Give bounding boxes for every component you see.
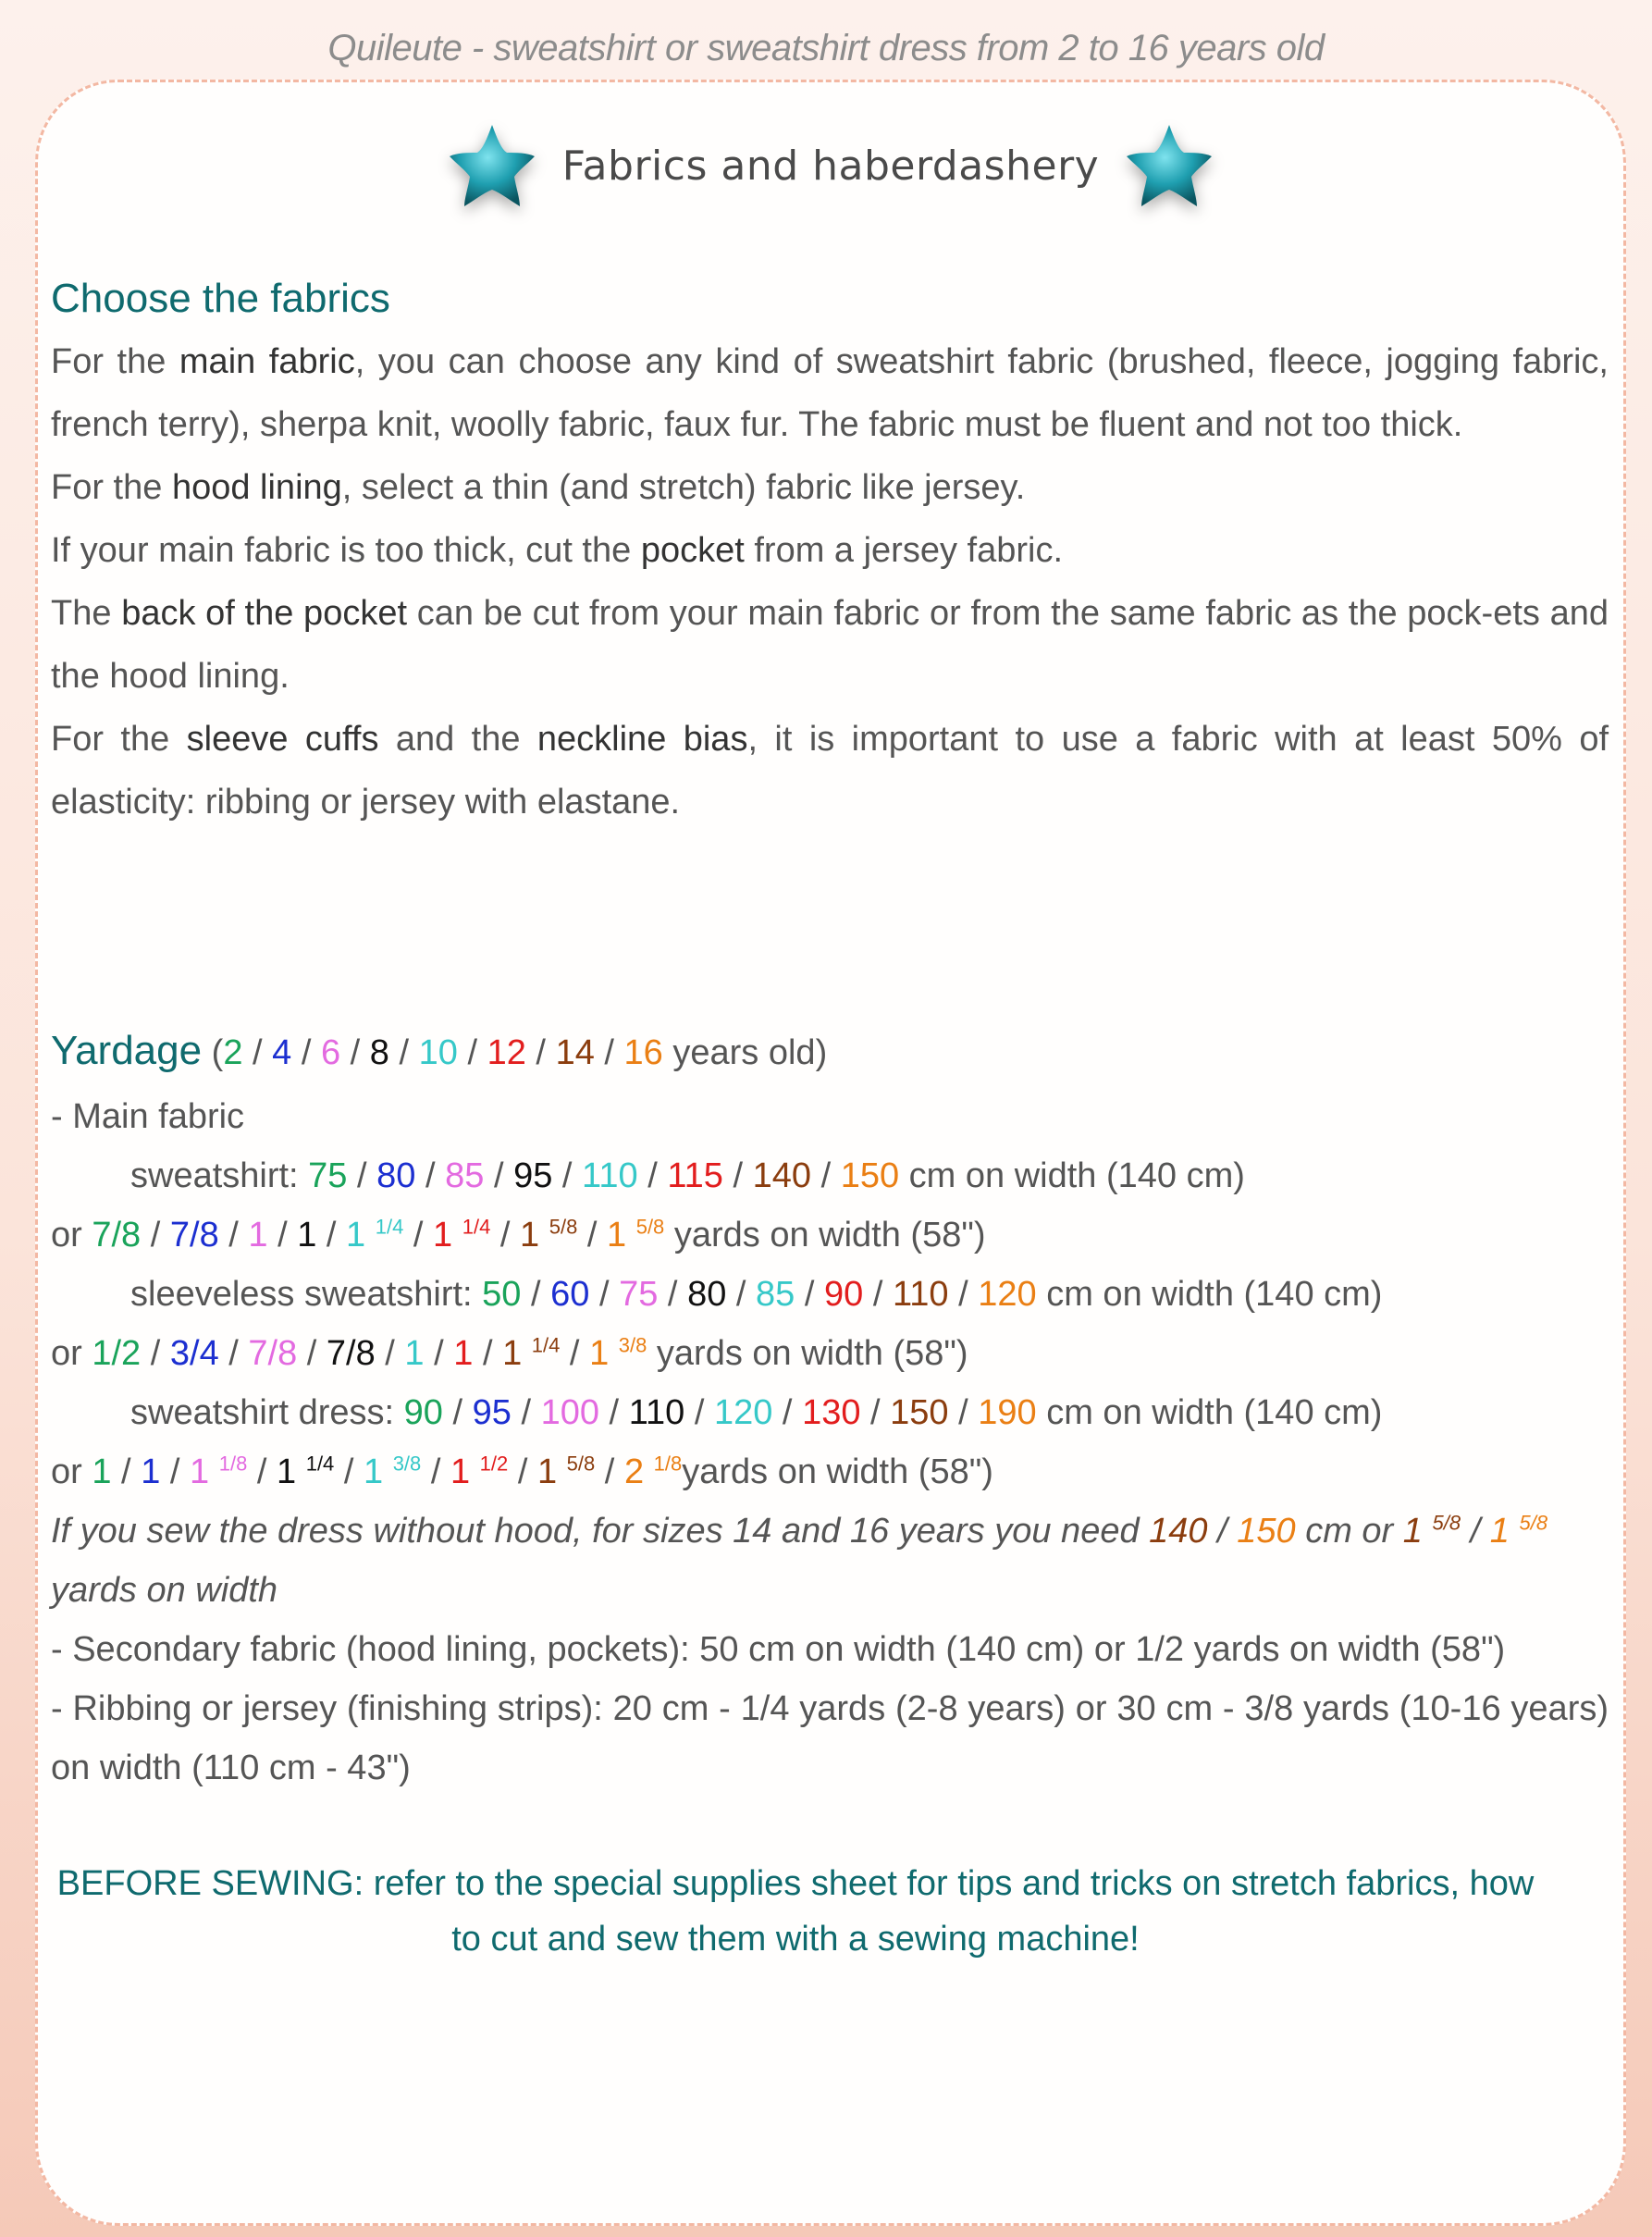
size-value: 95 [513,1156,553,1195]
size-value: 60 [550,1275,590,1314]
paragraph-main-fabric: For the main fabric, you can choose any kind of sweatshirt fabric (brushed, fleece, jogging fabric, french terry), sherpa knit, woolly fabric, faux fur. The fabric must be fluent and not too thick. [51,342,1609,444]
size-value: 4 [272,1033,292,1072]
size-value: 120 [713,1393,773,1432]
size-value: 1 $^{5/8}$ [536,1452,596,1491]
size-value: 1 $^{3/8}$ [589,1333,647,1373]
size-value: 95 [472,1393,512,1432]
dress-cm-row: sweatshirt dress: 90 / 95 / 100 / 110 / 120 / 130 / 150 / 190 cm on width (140 cm) [130,1393,1383,1432]
yardage-section [51,1017,1609,1798]
size-value: 7/8 [169,1216,219,1254]
size-value: 90 [824,1275,864,1314]
size-value: 1 $^{1/2}$ [450,1452,509,1491]
yardage-heading: Yardage [51,1028,203,1073]
size-value: 110 [628,1393,685,1432]
section-title: Fabrics and haberdashery [561,142,1100,190]
choose-heading: Choose the fabrics [51,276,390,321]
size-value: 150 [840,1156,900,1195]
paragraph-pocket: If your main fabric is too thick, cut the pocket from a jersey fabric. [51,531,1064,570]
size-value: 1 [248,1216,268,1254]
size-value: 100 [540,1393,599,1432]
size-value: 85 [756,1275,795,1314]
size-value: 1 $^{1/8}$ [190,1452,248,1491]
size-value: 3/4 [169,1334,219,1373]
size-value: 7/8 [248,1334,298,1373]
title-row [38,119,1623,212]
size-value: 1 [92,1452,112,1491]
size-value: 1 [141,1452,161,1491]
dress-yd-row: or 1 / 1 / 1 $^{1/8}$ / 1 $^{1/4}$ / 1 $^{3/8}$ / 1 $^{1/2}$ / 1 $^{5/8}$ / 2 $^{1/8}$yards on width (58") [51,1452,993,1491]
sweatshirt-yd-row: or 7/8 / 7/8 / 1 / 1 / 1 $^{1/4}$ / 1 $^{1/4}$ / 1 $^{5/8}$ / 1 $^{5/8}$ yards on width (58") [51,1215,986,1254]
size-value: 90 [403,1393,443,1432]
size-value: 80 [687,1275,727,1314]
sweatshirt-cm-row: sweatshirt: 75 / 80 / 85 / 95 / 110 / 115 / 140 / 150 cm on width (140 cm) [130,1156,1245,1195]
sleeveless-cm-row: sleeveless sweatshirt: 50 / 60 / 75 / 80 / 85 / 90 / 110 / 120 cm on width (140 cm) [130,1275,1383,1314]
size-value: 1 $^{1/4}$ [277,1452,335,1491]
size-value: 7/8 [92,1216,142,1254]
size-value: 1 $^{3/8}$ [363,1452,422,1491]
page-header: Quileute - sweatshirt or sweatshirt dress from 2 to 16 years old [327,28,1325,68]
size-value: 1 $^{5/8}$ [607,1215,665,1254]
size-value: 140 [752,1156,812,1195]
secondary-fabric-line: - Secondary fabric (hood lining, pockets): 50 cm on width (140 cm) or 1/2 yards on width (58") [51,1630,1506,1669]
ribbing-line: - Ribbing or jersey (finishing strips): 20 cm - 1/4 yards (2-8 years) or 30 cm - 3/8 yards (10-16 years) on width (110 cm - 43") [51,1689,1609,1787]
size-value: 150 [890,1393,949,1432]
size-value: 1 [297,1216,317,1254]
size-value: 14 [555,1033,595,1072]
size-value: 130 [802,1393,861,1432]
size-value: 80 [376,1156,416,1195]
size-value: 1 $^{1/4}$ [346,1215,404,1254]
size-value: 75 [308,1156,348,1195]
paragraph-back-pocket: The back of the pocket can be cut from your main fabric or from the same fabric as the pock-ets and the hood lining. [51,594,1609,696]
size-value: 85 [445,1156,485,1195]
size-value: 1 $^{1/4}$ [433,1215,491,1254]
paragraph-cuffs: For the sleeve cuffs and the neckline bias, it is important to use a fabric with at least 50% of elasticity: ribbing or jersey with elastane. [51,720,1609,822]
size-value: 16 [623,1033,663,1072]
size-value: 190 [978,1393,1037,1432]
paragraph-hood-lining: For the hood lining, select a thin (and stretch) fabric like jersey. [51,468,1026,507]
star-icon-right [1123,119,1215,212]
size-value: 10 [418,1033,458,1072]
main-fabric-label: - Main fabric [51,1097,245,1136]
size-value: 50 [482,1275,522,1314]
size-value: 1 [404,1334,425,1373]
size-value: 1 $^{1/4}$ [502,1333,561,1373]
size-value: 1/2 [92,1334,142,1373]
size-value: 12 [487,1033,526,1072]
size-value: 120 [978,1275,1037,1314]
size-value: 75 [619,1275,659,1314]
no-hood-note: If you sew the dress without hood, for sizes 14 and 16 years you need 140 / 150 cm or 1 $^{5/8}$ / 1 $^{5/8}$ yards on width [51,1511,1548,1610]
before-sewing-note: BEFORE SEWING: refer to the special supplies sheet for tips and tricks on stretch fabrics, how to cut and sew them with a sewing machine! [56,1864,1535,1959]
size-value: 8 [369,1033,389,1072]
size-value: 2 [223,1033,243,1072]
size-value: 7/8 [326,1334,376,1373]
size-value: 110 [582,1156,638,1195]
size-value: 115 [667,1156,723,1195]
star-icon-left [446,119,538,212]
size-value: 6 [320,1033,341,1072]
yardage-heading-row: Yardage (2 / 4 / 6 / 8 / 10 / 12 / 14 / 16 years old) [51,1028,828,1073]
size-value: 2 $^{1/8}$ [623,1452,683,1491]
choose-section [51,267,1609,834]
sleeveless-yd-row: or 1/2 / 3/4 / 7/8 / 7/8 / 1 / 1 / 1 $^{1/4}$ / 1 $^{3/8}$ yards on width (58") [51,1333,968,1373]
size-value: 1 [453,1334,474,1373]
size-value: 1 $^{5/8}$ [520,1215,578,1254]
size-value: 110 [892,1275,949,1314]
